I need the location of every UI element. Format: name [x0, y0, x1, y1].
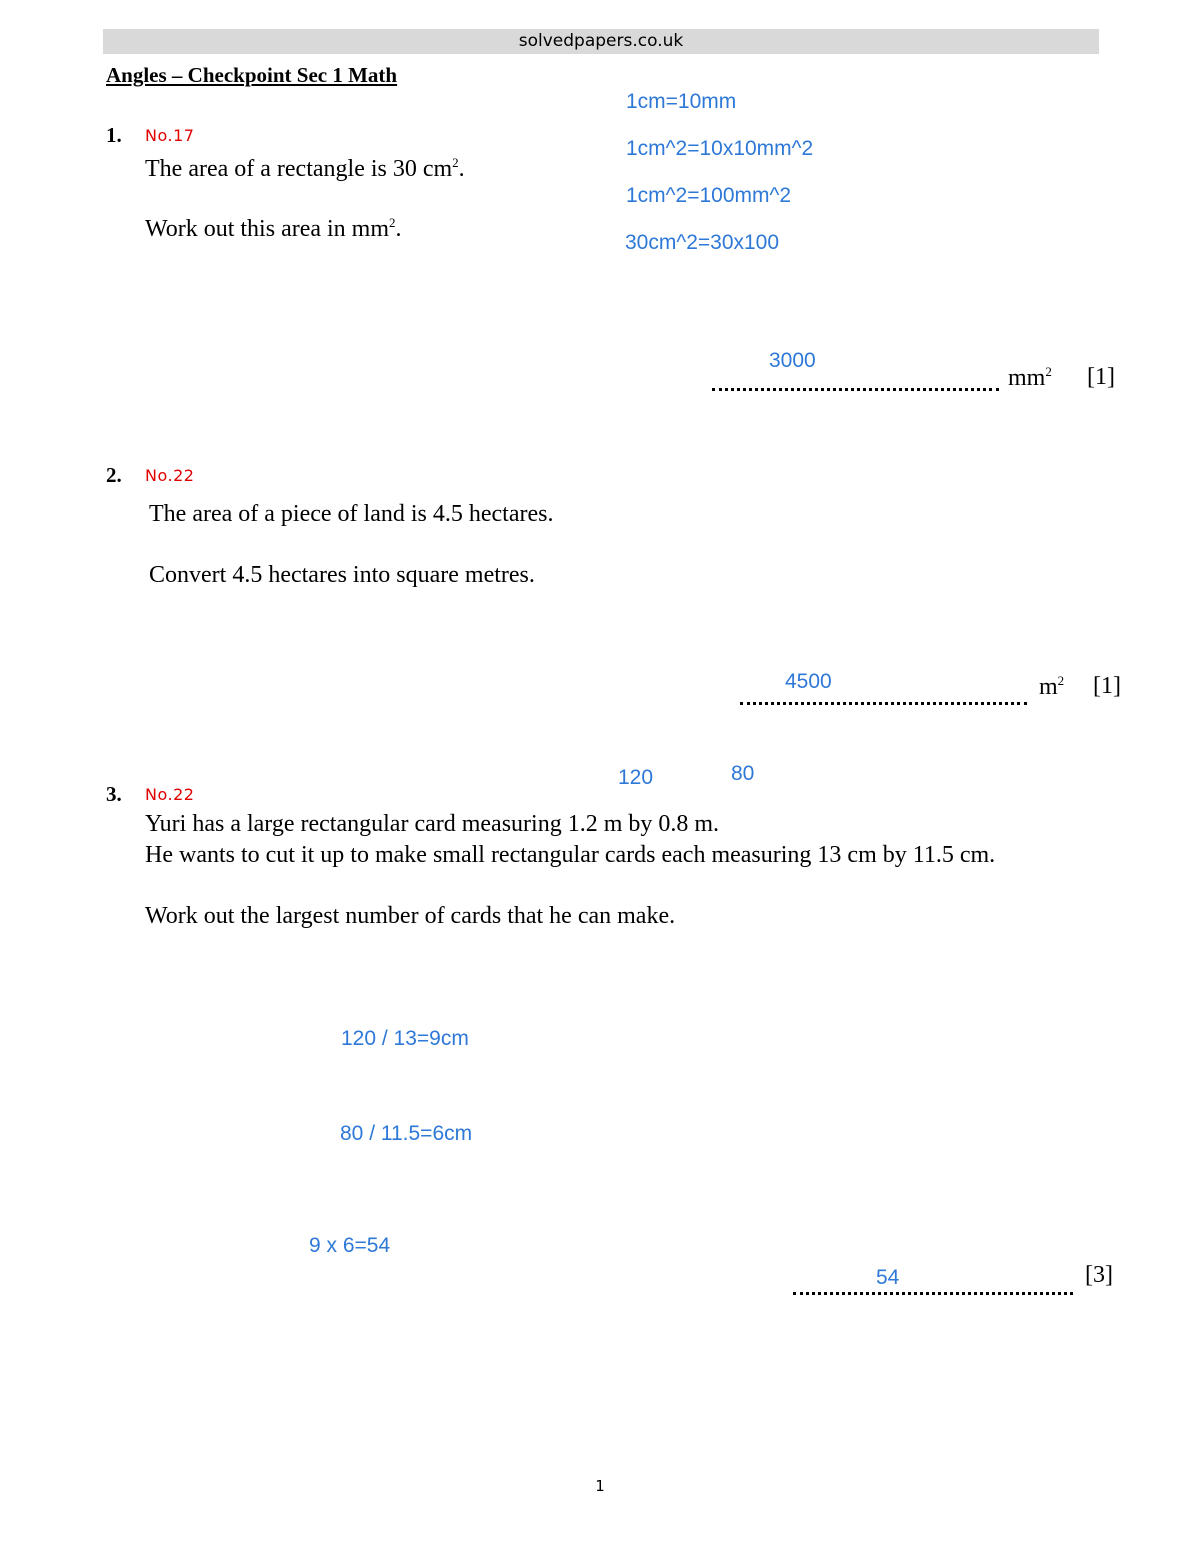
q3-working-line: 9 x 6=54	[309, 1234, 391, 1257]
q1-working-line: 1cm=10mm	[626, 90, 737, 113]
q1-working-line: 30cm^2=30x100	[625, 231, 780, 254]
question-1-line-1	[145, 155, 465, 183]
question-3-number: 3.	[106, 782, 122, 806]
question-1-line-1-end: .	[458, 156, 465, 182]
q3-working-line: 80 / 11.5=6cm	[340, 1122, 473, 1145]
question-3-line-3: Work out the largest number of cards that he can make.	[145, 903, 676, 929]
q2-unit-text: m	[1039, 674, 1058, 700]
question-3-tag: No.22	[145, 785, 195, 804]
q1-answer-line	[712, 388, 999, 391]
question-1-line-2-superscript: 2	[389, 215, 396, 230]
question-1-line-2-text: Work out this area in mm	[145, 216, 390, 242]
question-1-tag: No.17	[145, 126, 195, 145]
question-1-line-2	[145, 215, 402, 243]
page-number: 1	[595, 1477, 605, 1495]
site-header-bar	[103, 29, 1099, 54]
q2-answer: 4500	[785, 670, 832, 693]
question-1-line-1-text: The area of a rectangle is 30 cm	[145, 156, 453, 182]
q3-answer: 54	[876, 1266, 900, 1289]
question-3-line-2: He wants to cut it up to make small rectangular cards each measuring 13 cm by 11.5 cm.	[145, 842, 996, 868]
q1-answer: 3000	[769, 349, 816, 372]
q3-note-width: 80	[731, 762, 755, 785]
question-1-line-1-superscript: 2	[452, 155, 459, 170]
question-1-line-2-end: .	[395, 216, 402, 242]
q3-note-length: 120	[618, 766, 654, 789]
q3-answer-line	[793, 1292, 1073, 1295]
q1-unit-superscript: 2	[1045, 364, 1052, 379]
question-1-number: 1.	[106, 123, 122, 147]
question-2-number: 2.	[106, 463, 122, 487]
q2-unit	[1039, 673, 1064, 701]
q2-answer-line	[740, 702, 1027, 705]
question-2-line-2: Convert 4.5 hectares into square metres.	[149, 562, 535, 588]
q1-unit	[1008, 364, 1052, 392]
q3-working-line: 120 / 13=9cm	[341, 1027, 469, 1050]
question-3-line-1: Yuri has a large rectangular card measuring 1.2 m by 0.8 m.	[145, 811, 720, 837]
q2-marks: [1]	[1093, 673, 1121, 699]
site-name: solvedpapers.co.uk	[518, 31, 684, 51]
q1-working-line: 1cm^2=100mm^2	[626, 184, 792, 207]
q1-working-line: 1cm^2=10x10mm^2	[626, 137, 814, 160]
question-2-line-1: The area of a piece of land is 4.5 hectares.	[149, 501, 554, 527]
q2-unit-superscript: 2	[1057, 673, 1065, 688]
document-title: Angles – Checkpoint Sec 1 Math	[106, 63, 398, 87]
q3-marks: [3]	[1085, 1262, 1113, 1288]
q1-marks: [1]	[1087, 364, 1115, 390]
question-2-tag: No.22	[145, 466, 195, 485]
q1-unit-text: mm	[1008, 365, 1046, 391]
